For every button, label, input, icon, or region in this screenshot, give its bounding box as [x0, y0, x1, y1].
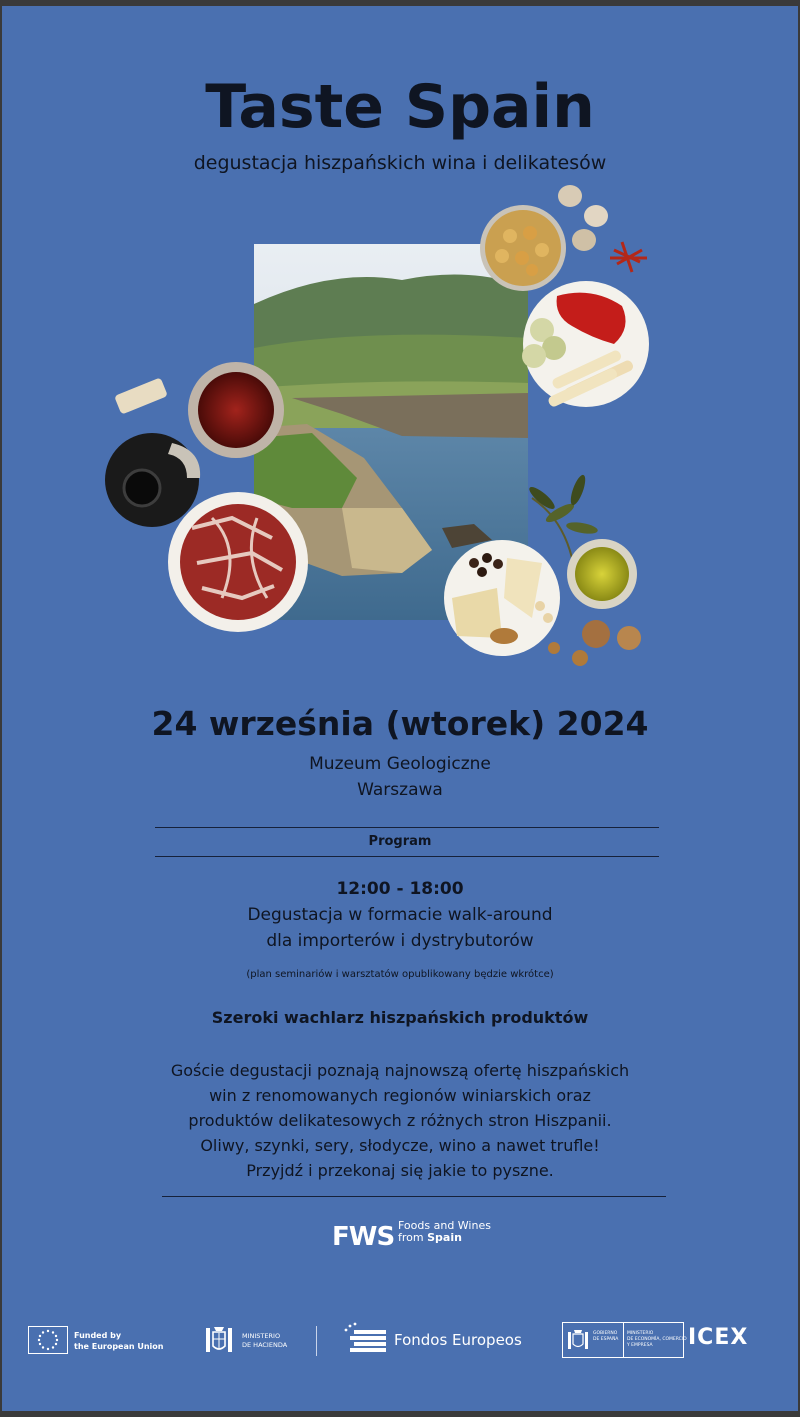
icex-logo: ICEX	[688, 1325, 749, 1350]
gobierno-line2: DE ESPAÑA	[593, 1337, 619, 1342]
hacienda-line1: MINISTERIO	[242, 1332, 281, 1340]
products-line: win z renomowanych regionów winiarskich oraz	[209, 1086, 591, 1105]
products-line: Oliwy, szynki, sery, słodycze, wino a nawet trufle!	[200, 1136, 600, 1155]
event-city: Warszawa	[357, 780, 443, 800]
divider-program	[155, 856, 659, 857]
poster	[2, 6, 798, 1411]
ministerio-line1: MINISTERIO	[627, 1331, 654, 1336]
gobierno-line1: GOBIERNO	[593, 1331, 618, 1336]
footer-separator	[316, 1326, 317, 1356]
ministerio-line3: Y EMPRESA	[627, 1343, 653, 1348]
hacienda-line2: DE HACIENDA	[242, 1341, 288, 1349]
program-description-line2: dla importerów i dystrybutorów	[266, 931, 534, 951]
fws-letters: FWS	[332, 1222, 395, 1252]
fondos-europeos-icon	[342, 1322, 388, 1356]
ministerio-line2: DE ECONOMÍA, COMERCIO	[627, 1337, 687, 1342]
wine-glass	[188, 362, 284, 458]
program-time: 12:00 - 18:00	[336, 879, 464, 899]
wine-bottle	[105, 433, 200, 527]
eu-flag-icon	[28, 1326, 68, 1354]
fws-tagline-prefix: from	[398, 1231, 428, 1244]
coat-of-arms-icon	[567, 1328, 589, 1352]
products-line: Przyjdź i przekonaj się jakie to pyszne.	[246, 1161, 554, 1180]
eu-line2: the European Union	[74, 1342, 164, 1351]
products-heading: Szeroki wachlarz hiszpańskich produktów	[211, 1008, 589, 1027]
fondos-europeos-logo	[342, 1322, 532, 1358]
program-note: (plan seminariów i warsztatów opublikowany będzie wkrótce)	[246, 969, 554, 980]
page-title: Taste Spain	[205, 72, 595, 142]
products-description	[2, 1058, 798, 1183]
program-heading: Program	[368, 834, 432, 849]
cheese-plate	[444, 540, 560, 656]
page-subtitle: degustacja hiszpańskich wina i delikatesów	[193, 152, 607, 174]
fws-tagline-bold: Spain	[427, 1231, 462, 1244]
event-date: 24 września (wtorek) 2024	[151, 704, 649, 743]
food-collage-illustration	[102, 178, 662, 678]
fws-tagline-line1: Foods and Wines	[398, 1219, 491, 1232]
divider-top	[155, 827, 659, 828]
divider-bottom	[162, 1196, 666, 1197]
products-line: produktów delikatesowych z różnych stron Hiszpanii.	[188, 1111, 612, 1130]
program-description-line1: Degustacja w formacie walk-around	[247, 905, 553, 925]
peppers-plate	[522, 281, 649, 408]
ministerio-hacienda-logo	[202, 1322, 312, 1358]
coat-of-arms-icon	[202, 1322, 236, 1358]
olive-oil-bowl	[567, 539, 637, 609]
eu-funding-logo	[28, 1326, 168, 1356]
mussels-tin	[480, 205, 566, 291]
products-line: Goście degustacji poznają najnowszą ofertę hiszpańskich	[170, 1061, 630, 1080]
fondos-label: Fondos Europeos	[394, 1331, 522, 1349]
eu-line1: Funded by	[74, 1331, 122, 1340]
ham-plate	[168, 492, 308, 632]
gobierno-espana-logo	[562, 1322, 687, 1358]
event-venue: Muzeum Geologiczne	[309, 754, 491, 774]
